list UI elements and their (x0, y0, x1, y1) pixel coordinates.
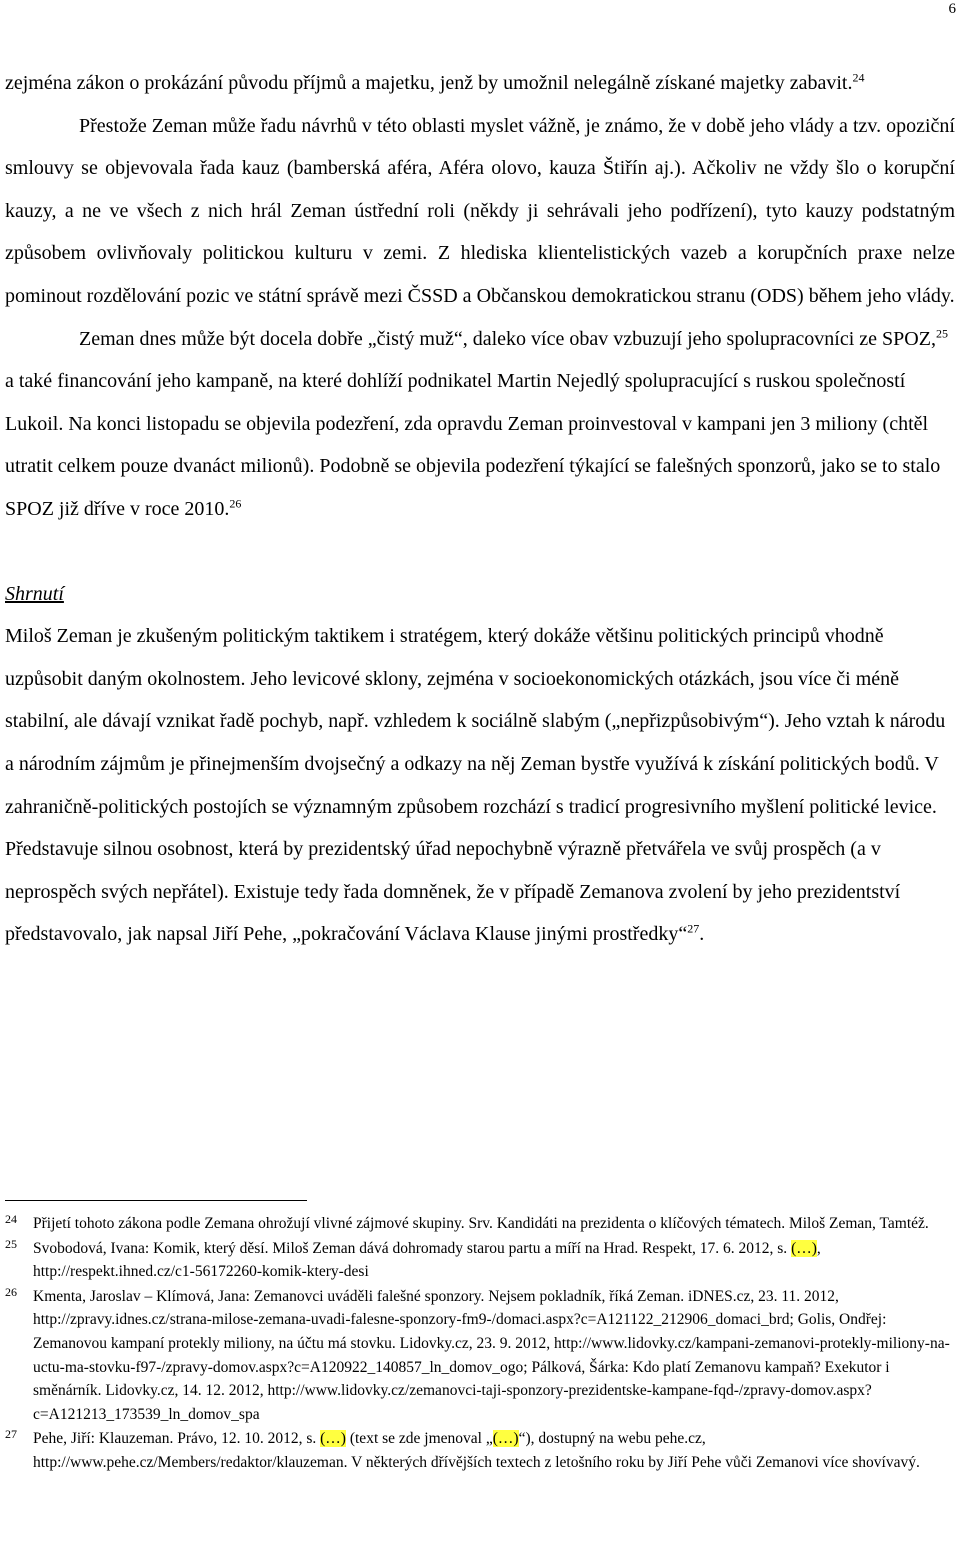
summary-heading: Shrnutí (5, 582, 64, 605)
summary-text: Miloš Zeman je zkušeným politickým taktikem i stratégem, který dokáže většinu politických principů vhodně uzpůsobit daným okolnostem. Jeho levicové sklony, zejména v socioekonomických otázkách, jsou více či méně stabilní, ale dávají vznikat řadě pochyb, např. vzhledem k sociálně slabým („nepřizpůsobivým“). Jeho vztah k národu a národním zájmům je přinejmenším dvojsečný a odkazy na něj Zeman bystře využívá k získání politických bodů. V zahraničně-politických postojích se významným způsobem rozchází s tradicí progresivního myšlení politické levice. Představuje silnou osobnost, která by prezidentský úřad nepochybně výrazně přetvářela ve svůj prospěch (a v neprospěch svých nepřátel). Existuje tedy řada domněnek, že v případě Zemanova zvolení by jeho prezidentství představovalo, jak napsal Jiří Pehe, „pokračování Václava Klause jinými prostředky“ (5, 625, 946, 946)
footnote-27 (5, 1427, 960, 1474)
footnotes (5, 1212, 960, 1475)
main-text (5, 62, 955, 956)
footnote-ref-25[interactable]: 25 (935, 325, 948, 340)
footnote-text: , http://respekt.ihned.cz/c1-56172260-komik-ktery-desi (33, 1239, 821, 1281)
footnote-number: 26 (5, 1284, 17, 1299)
summary-end: . (699, 923, 705, 946)
footnote-number: 27 (5, 1427, 17, 1442)
footnote-26 (5, 1285, 960, 1427)
paragraph-3 (5, 318, 955, 531)
paragraph-3-text-a: Zeman dnes může být docela dobře „čistý muž“, daleko více obav vzbuzují jeho spolupracovníci ze SPOZ, (79, 327, 936, 350)
footnote-separator (5, 1200, 307, 1201)
footnote-ref-27[interactable]: 27 (687, 921, 700, 936)
highlighted-ellipsis: (…) (492, 1430, 519, 1448)
footnote-ref-26[interactable]: 26 (229, 496, 242, 511)
footnote-ref-24[interactable]: 24 (852, 70, 865, 85)
footnote-text: Pehe, Jiří: Klauzeman. Právo, 12. 10. 2012, s. (33, 1430, 321, 1448)
footnote-number: 24 (5, 1212, 17, 1226)
page-number: 6 (948, 1, 956, 17)
footnote-text: Přijetí tohoto zákona podle Zemana ohrožují vlivné zájmové skupiny. Srv. Kandidáti na prezidenta o klíčových tématech. Miloš Zeman, Tamtéž. (33, 1215, 929, 1232)
footnote-text: “), dostupný na webu pehe.cz, http://www.pehe.cz/Members/redaktor/klauzeman. V některých dřívějších textech z letošního roku by Jiří Pehe vůči Zemanovi více shovívavý. (33, 1430, 920, 1471)
footnote-24 (5, 1212, 960, 1236)
summary-paragraph (5, 615, 955, 956)
footnote-text: Svobodová, Ivana: Komik, který děsí. Miloš Zeman dává dohromady starou partu a míří na Hrad. Respekt, 17. 6. 2012, s. (33, 1239, 792, 1257)
footnote-text: (text se zde jmenoval „ (345, 1430, 493, 1448)
summary-section (5, 615, 955, 956)
paragraph-3-text-b: a také financování jeho kampaně, na které dohlíží podnikatel Martin Nejedlý spolupracující s ruskou společností Lukoil. Na konci listopadu se objevila podezření, zda opravdu Zeman proinvestoval v kampani jen 3 miliony (chtěl utratit celkem pouze dvanáct milionů). Podobně se objevila podezření týkající se falešných sponzorů, jako se to stalo SPOZ již dříve v roce 2010. (5, 370, 941, 520)
highlighted-ellipsis: (…) (791, 1239, 817, 1257)
paragraph-1 (5, 62, 955, 105)
paragraph-2: Přestože Zeman může řadu návrhů v této oblasti myslet vážně, je známo, že v době jeho vlády a tzv. opoziční smlouvy se objevovala řada kauz (bamberská aféra, Aféra olovo, kauza Štiřín aj.). Ačkoliv ne vždy šlo o korupční kauzy, a ne ve všech z nich hrál Zeman ústřední roli (někdy ji sehrávali jeho podřízení), tyto kauzy podstatným způsobem ovlivňovaly politickou kulturu v zemi. Z hlediska klientelistických vazeb a korupčních praxe nelze pominout rozdělování pozic ve státní správě mezi ČSSD a Občanskou demokratickou stranu (ODS) během jeho vlády. (5, 114, 955, 307)
footnote-text: Kmenta, Jaroslav – Klímová, Jana: Zemanovci uváděli falešné sponzory. Nejsem pokladník, říká Zeman. iDNES.cz, 23. 11. 2012, http://zpravy.idnes.cz/strana-milose-zemana-uvadi-falesne-sponzory-fm9-/domaci.aspx?c=A121122_212906_domaci_brd; Golis, Ondřej: Zemanovou kampaní protekly miliony, na účtu má stovku. Lidovky.cz, 23. 9. 2012, http://www.lidovky.cz/kampani-zemanovi-protekly-miliony-na-uctu-ma-stovku-f97-/zpravy-domov.aspx?c=A120922_140857_ln_domov_ogo; Pálková, Šárka: Kdo platí Zemanovu kampaň? Exekutor i směnárník. Lidovky.cz, 14. 12. 2012, http://www.lidovky.cz/zemanovci-taji-sponzory-prezidentske-kampane-fqd-/zpravy-domov.aspx?c=A121213_173539_ln_domov_spa (33, 1287, 950, 1423)
paragraph-1-text: zejména zákon o prokázání původu příjmů a majetku, jenž by umožnil nelegálně získané majetky zabavit. (5, 72, 853, 94)
footnote-25 (5, 1237, 960, 1284)
footnote-number: 25 (5, 1236, 17, 1251)
highlighted-ellipsis: (…) (320, 1430, 346, 1448)
